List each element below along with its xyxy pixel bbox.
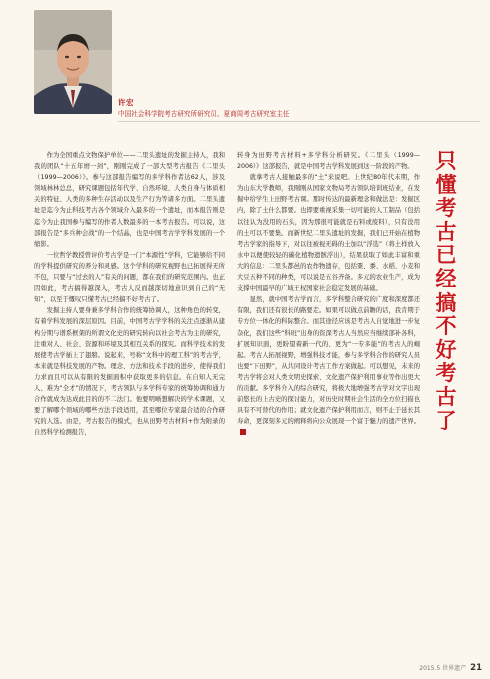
divider [118,121,480,122]
author-byline [118,98,480,119]
paragraph: 一位哲学教授曾评价考古学是一门“本源性”学科，它能够给不同的学科提供研究的养分和灵感。这个学科的研究视野也已拓展得无所不包，只要与“过去的人”有关的问题，都在我们的研究范围内。也正因如此，考古搞得越深入，考古人反而越深切地意识到自己的“无知”，以至于慨叹只懂考古已经搞不好考古了。 [34,251,225,304]
headline-char: 搞 [435,290,457,315]
headline-char: 不 [435,314,457,339]
paragraph: 转身为田野考古材料+多学科分析研究。《二里头（1999—2006）》这部报告，就是中国考古学科发展到这一阶段的产物。 [237,152,420,171]
page-footer [419,663,482,673]
paragraph-text: 显然，就中国考古学而言，多学科整合研究的广度和深度都还有限，我们还有很长的路要走。如果可以做点前瞻的话，我肯期于专方位一体化的科际整合。而其途径应该是考古人自觉地进一步复杂化，我们这些“科班”出身的资深考古人当然应当继续部补各科，扩展知识面，更盼望着新一代的、更为“一专多能”的考古人的崛起。考古人拓展视野，增强科技才能，参与多学科合作的研究人员也要“下田野”，从共同设计考古工作方案做起。可以想见，未来的考古学将会对人类文明史探索、文化遗产保护利用事业等作出更大的贡献。多学科介入的综合研究，将极大地增强考古学对文字出现前悠长的上古史的探讨能力，对历史时期社会生活的全方位扫描也具有不可替代的作用；就文化遗产保护利用而言，则不止于延长其寿命，更深刻多元的阐释将向公众展现一个富于魅力的遗产世界。 [237,296,420,426]
paragraph [237,294,420,438]
headline-char: 只 [435,149,457,173]
issue-label: 2015.5 世界遗产 [419,665,467,672]
headline-char: 考 [435,361,457,386]
paragraph: 发掘主持人要身兼多学科合作的统筹协调人，这种角色的转变，有着学科发展的深层原因。目前，中国考古学学科的关注点逐渐从建构分期与谱系框架的所谓文化史的研究转向以社会考古为主的研究，注重对人、社会、资源和环境及其相互关系的探究。而科学技术的发展使考古学插上了翅膀。说起来，号称“文科中的理工科”的考古学，本来就是科技发展的产物。理念、方法和技术手段的进步，使得我们力求而且可以从有限的发掘面积中获取更多的信息。在自知人无完人、难为“全才”的情况下，考古领队与多学科专家的统筹协调和通力合作就成为达成此目的的不二法门。他要明晰想解决的学术课题，又要了解哪个领域的哪些方法手段适用，甚至哪位专家最合适的合作研究的人选。由是，考古报告的模式，也从田野考古材料+作为附录的自然科学检测报告， [34,307,225,437]
end-mark-icon [240,429,246,435]
headline-char: 古 [435,219,457,244]
article-column-right [237,150,420,438]
headline-char: 懂 [435,172,457,197]
headline-char: 古 [435,384,457,409]
paragraph: 就拿考古人接触最多的“土”来说吧。上世纪80年代末期，作为山东大学教师，我刚刚从国家文物局考古领队培训班结业，在发掘中给学生上田野考古课。那时传达的最新理念和做法是：发掘区内，除了土什么都要。也即要重视采集一切可能的人工制品（包括以往认为没用的石头，因为那很可能就是石料或废料），只有没用的土可以不要集。而新世纪二里头遗址的发掘，我们已开始在植物考古学家的指导下，对以往被视无碍的土加以“浮选”（将土样放入水中以便使较轻的碳化植物遗骸浮出），结果获取了如此丰富和重大的信息：二里头都邑的农作物遗存，包括粟、黍、水稻、小麦和大豆五种不同的种类，可以说是五谷齐备。多元的农业生产，成为支撑中国最早的广域王权国家社会稳定发展的基础。 [237,174,420,293]
headline-char: 经 [435,266,457,291]
headline-char: 了 [435,408,457,433]
vertical-headline [428,150,464,433]
author-portrait [34,10,112,114]
article-column-left [34,150,225,438]
headline-char: 好 [435,337,457,362]
paragraph: 作为全国重点文物保护单位——二里头遗址的发掘主持人，我和我的团队“十五年磨一剑”，刚刚完成了一部大型考古报告《二里头（1999—2006）》。参与这部报告编写的多学科作者达62人，涉及领域林林总总，研究课题包括年代学、自然环境、人类自身与体质相关的特征、人类的多种生存活动以及生产行为等诸多方面。二里头遗址是迄今为止科技考古各个领域介入最多的一个遗址，而本报告则是迄今为止我国参与编写的作者人数最多的一本考古报告。可以说，这部报告是“多兵种会战”的一个结晶，也是中国考古学学科发展的一个缩影。 [34,152,225,248]
page-number: 21 [470,663,482,673]
headline-char: 考 [435,196,457,221]
author-title: 中国社会科学院考古研究所研究员、夏商周考古研究室主任 [118,110,290,118]
headline-char: 已 [435,243,457,268]
author-name: 许宏 [118,98,134,107]
